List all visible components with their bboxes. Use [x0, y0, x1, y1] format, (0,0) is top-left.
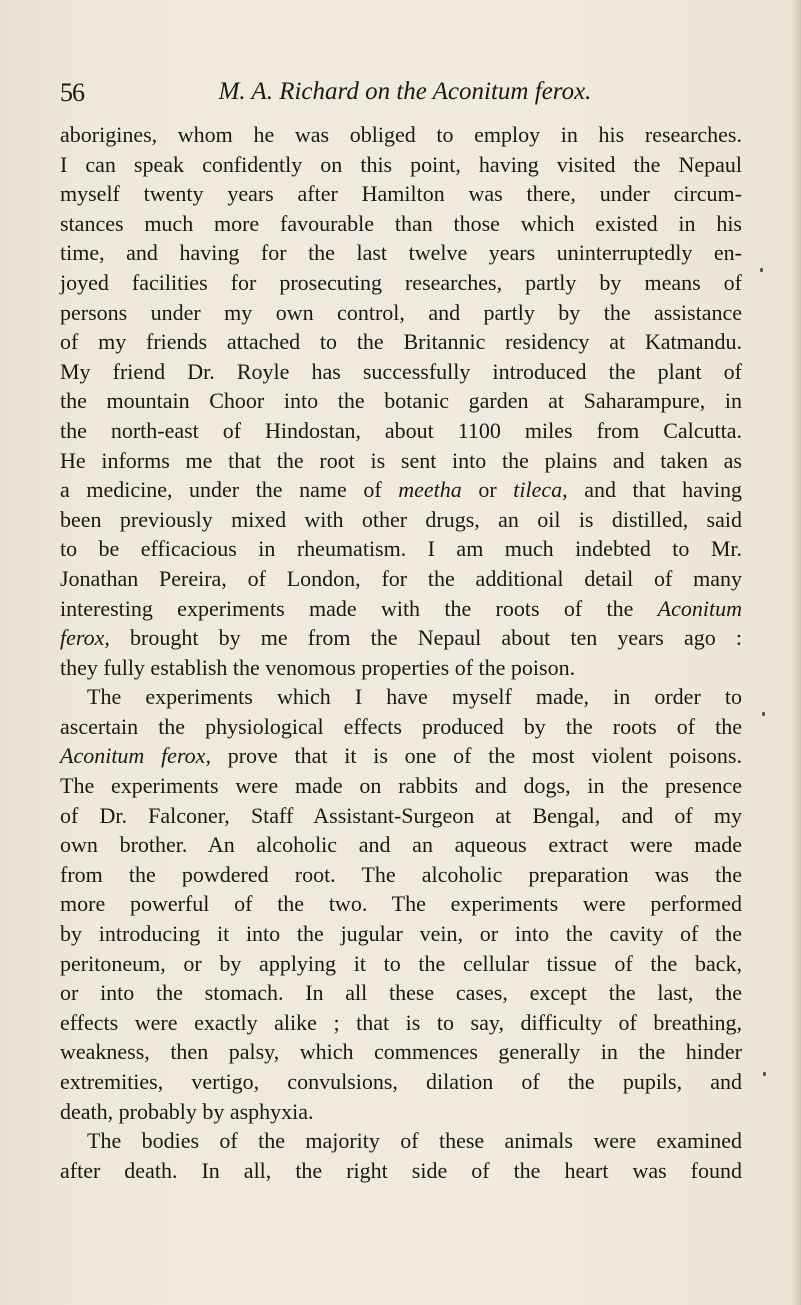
line-text: more powerful of the two. The experiments were performed [60, 891, 742, 917]
line-text: peritoneum, or by applying it to the cellular tissue of the back, [60, 950, 742, 976]
text-line [60, 268, 742, 298]
text-line [60, 475, 742, 505]
italic-text: meetha [398, 477, 462, 503]
line-text: the mountain Choor into the botanic garden at Saharampure, in [60, 388, 742, 414]
text-line [60, 357, 742, 387]
body-text [60, 120, 742, 1185]
text-line [60, 1008, 742, 1038]
line-text: The bodies of the majority of these animals were examined [87, 1128, 742, 1154]
italic-text: Aconitum ferox, [60, 743, 211, 769]
page-number: 56 [60, 78, 84, 107]
page-edge-shadow [791, 0, 801, 1305]
line-text: death, probably by asphyxia. [60, 1098, 314, 1124]
text-line [60, 653, 742, 683]
line-text: aborigines, whom he was obliged to employ in his researches. [60, 122, 742, 147]
line-text: from the powdered root. The alcoholic preparation was the [60, 861, 742, 887]
text-line [60, 179, 742, 209]
text-line [60, 327, 742, 357]
text-line [60, 623, 742, 653]
margin-speck [760, 268, 763, 272]
line-text: Jonathan Pereira, of London, for the additional detail of many [60, 565, 742, 591]
line-text: My friend Dr. Royle has successfully introduced the plant of [60, 358, 742, 384]
line-text: after death. In all, the right side of the heart was found [60, 1157, 742, 1183]
line-text: a medicine, under the name of [60, 477, 399, 503]
text-line [60, 150, 742, 180]
line-text: to be efficacious in rheumatism. I am much indebted to Mr. [60, 536, 742, 562]
text-line [60, 949, 742, 979]
text-line [60, 534, 742, 564]
text-line [60, 860, 742, 890]
line-text: The experiments were made on rabbits and dogs, in the presence [60, 773, 742, 799]
text-line [60, 682, 742, 712]
line-text: prove that it is one of the most violent poisons. [210, 743, 742, 769]
line-text: persons under my own control, and partly by the assistance [60, 299, 742, 325]
page-header [60, 78, 750, 118]
text-line [60, 446, 742, 476]
running-title: M. A. Richard on the Aconitum ferox. [218, 78, 592, 105]
text-line [60, 120, 742, 150]
italic-text: ferox, [60, 625, 110, 651]
text-line [60, 1126, 742, 1156]
text-line [60, 919, 742, 949]
text-line [60, 801, 742, 831]
line-text: time, and having for the last twelve years uninterruptedly en- [60, 240, 742, 266]
text-line [60, 1097, 742, 1127]
line-text: The experiments which I have myself made, in order to [87, 684, 742, 710]
line-text: and that having [567, 477, 742, 503]
line-text: or into the stomach. In all these cases, except the last, the [60, 980, 742, 1006]
text-line [60, 889, 742, 919]
text-line [60, 594, 742, 624]
line-text: own brother. An alcoholic and an aqueous extract were made [60, 832, 742, 858]
text-line [60, 1037, 742, 1067]
italic-text: tileca, [513, 477, 568, 503]
line-text: weakness, then palsy, which commences generally in the hinder [60, 1039, 742, 1065]
text-line [60, 830, 742, 860]
text-line [60, 386, 742, 416]
margin-speck [762, 712, 765, 716]
line-text: of Dr. Falconer, Staff Assistant-Surgeon at Bengal, and of my [60, 802, 742, 828]
text-line [60, 1156, 742, 1186]
line-text: of my friends attached to the Britannic residency at Katmandu. [60, 329, 742, 355]
line-text: they fully establish the venomous properties of the poison. [60, 654, 576, 680]
text-line [60, 741, 742, 771]
line-text: brought by me from the Nepaul about ten years ago : [109, 625, 742, 651]
line-text: He informs me that the root is sent into the plains and taken as [60, 447, 742, 473]
line-text: myself twenty years after Hamilton was there, under circum- [60, 181, 742, 207]
line-text: or [461, 477, 514, 503]
line-text: ascertain the physiological effects produced by the roots of the [60, 713, 742, 739]
text-line [60, 771, 742, 801]
line-text: interesting experiments made with the roots of the [60, 595, 658, 621]
text-line [60, 298, 742, 328]
text-line [60, 712, 742, 742]
text-line [60, 416, 742, 446]
text-line [60, 505, 742, 535]
line-text: joyed facilities for prosecuting researches, partly by means of [60, 269, 742, 295]
text-line [60, 1067, 742, 1097]
line-text: extremities, vertigo, convulsions, dilation of the pupils, and [60, 1069, 742, 1094]
italic-text: Aconitum [657, 595, 742, 621]
line-text: been previously mixed with other drugs, an oil is distilled, said [60, 506, 742, 532]
margin-speck [763, 1072, 766, 1076]
text-line [60, 564, 742, 594]
line-text: effects were exactly alike ; that is to say, difficulty of breathing, [60, 1009, 742, 1035]
line-text: stances much more favourable than those which existed in his [60, 210, 742, 236]
text-line [60, 978, 742, 1008]
line-text: I can speak confidently on this point, having visited the Nepaul [60, 151, 742, 177]
line-text: the north-east of Hindostan, about 1100 miles from Calcutta. [60, 417, 742, 443]
text-line [60, 209, 742, 239]
text-line [60, 238, 742, 268]
line-text: by introducing it into the jugular vein, or into the cavity of the [60, 921, 742, 947]
